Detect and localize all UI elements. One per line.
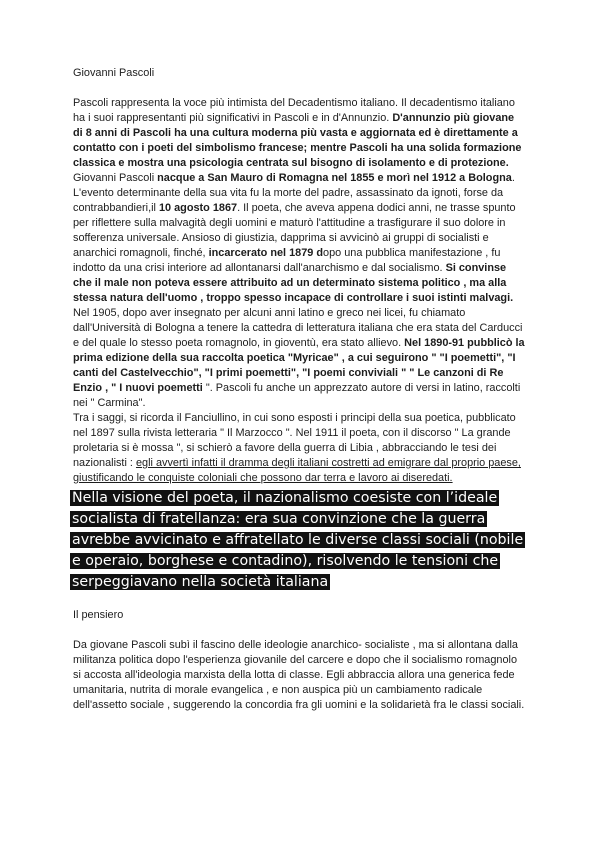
paragraph-intro [73, 96, 525, 171]
bold-text-run: Si convinse che il male non poteva essere attribuito ad un determinato sistema politico , ma alla stessa natura dell'uomo , troppo spesso incapace di controllare i suoi istinti malvagi. [73, 262, 514, 304]
paragraph-thought: Da giovane Pascoli subì il fascino delle ideologie anarchico- socialiste , ma si allontana dalla militanza politica dopo l'esperienza giovanile del carcere e dopo che il socialismo romagnolo si accosta all'ideologia marxista della lotta di classe. Egli abbraccia allora una generica fede umanitaria, nutrita di morale evangelica , e non auspica più un cambiamento radicale dell'assetto sociale , suggerendo la concordia fra gli uomini e la solidarietà fra le classi sociali. [73, 639, 525, 711]
text-run: . Il poeta, che aveva appena dodici anni, ne trasse spunto per riflettere sulla malvagità degli uomini e maturò l'attitudine a trasfigurare il suo dolore in sofferenza universale. Ansioso di giustizia, dapprima si avvicinò ai gruppi di socialisti e anarchici romagnoli, finché, [73, 202, 516, 259]
paragraph-biography [73, 171, 525, 306]
paragraph-career [73, 306, 525, 411]
bold-text-run: 10 agosto 1867 [158, 202, 238, 214]
highlighted-text: Nella visione del poeta, il nazionalismo coesiste con l’ideale socialista di fratellanza: era sua convinzione che la guerra avrebbe avvicinato e affratellato le diverse classi sociali (nobile e operaio, borghese e contadino), risolvendo le tensioni che serpeggiavano nella società italiana [72, 490, 524, 590]
text-run: . L'evento determinante della sua vita fu la morte del padre, assassinato da ignoti, forse da contrabbandieri,il [73, 172, 515, 214]
section-title: Il pensiero [73, 609, 124, 621]
text-run: opo una pubblica manifestazione , fu indotto da una crisi interiore ad allontanarsi dall'anarchismo e dal socialismo. [73, 247, 501, 274]
bold-text-run: nacque a San Mauro di Romagna nel 1855 e morì nel 1912 a Bologna [157, 172, 512, 184]
document-page [73, 66, 525, 713]
bold-text-run: Nel 1890-91 pubblicò la prima edizione della sua raccolta poetica "Myricae" , a cui seguirono " "I poemetti", "I canti del Castelvecchio", "I primi poemetti", "I poemi conviviali " " Le canzoni di Re Enzio , " I nuovi poemetti [73, 337, 525, 394]
document-title: Giovanni Pascoli [73, 67, 155, 79]
underlined-text-run: egli avvertì infatti il dramma degli italiani costretti ad emigrare dal proprio paese, giustificando le conquiste coloniali che possono dar terra e lavoro ai diseredati. [73, 457, 521, 484]
bold-text-run: incarcerato nel 1879 d [208, 247, 324, 259]
text-run: Tra i saggi, si ricorda il Fanciullino, in cui sono esposti i principi della sua poetica, pubblicato nel 1897 sulla rivista letteraria " Il Marzocco ". Nel 1911 il poeta, con il discorso " La grande proletaria si è mossa ", si schierò a favore della guerra di Libia , abbracciando le tesi dei nazionalisti : [73, 412, 516, 469]
text-run: Nel 1905, dopo aver insegnato per alcuni anni latino e greco nei licei, fu chiamato dall'Università di Bologna a tenere la cattedra di letteratura italiana che era stata del Carducci e del quale lo stesso poeta romagnolo, in gioventù, era stato allievo. [73, 307, 523, 349]
highlighted-quote [70, 488, 528, 593]
text-run: ". Pascoli fu anche un apprezzato autore di versi in latino, raccolti nei " Carmina". [73, 382, 521, 409]
text-run: Giovanni Pascoli [73, 172, 158, 184]
bold-text-run: D'annunzio più giovane di 8 anni di Pascoli ha una cultura moderna più vasta e aggiornata ed è direttamente a contatto con i poeti del simbolismo francese; mentre Pascoli ha una solida formazione classica e mostra una psicologia centrata sul bisogno di isolamento e di protezione. [73, 112, 522, 169]
paragraph-essays [73, 411, 525, 486]
text-run: Pascoli rappresenta la voce più intimista del Decadentismo italiano. Il decadentismo italiano ha i suoi rappresentanti più significativi in Pascoli e in d'Annunzio. [73, 97, 515, 124]
